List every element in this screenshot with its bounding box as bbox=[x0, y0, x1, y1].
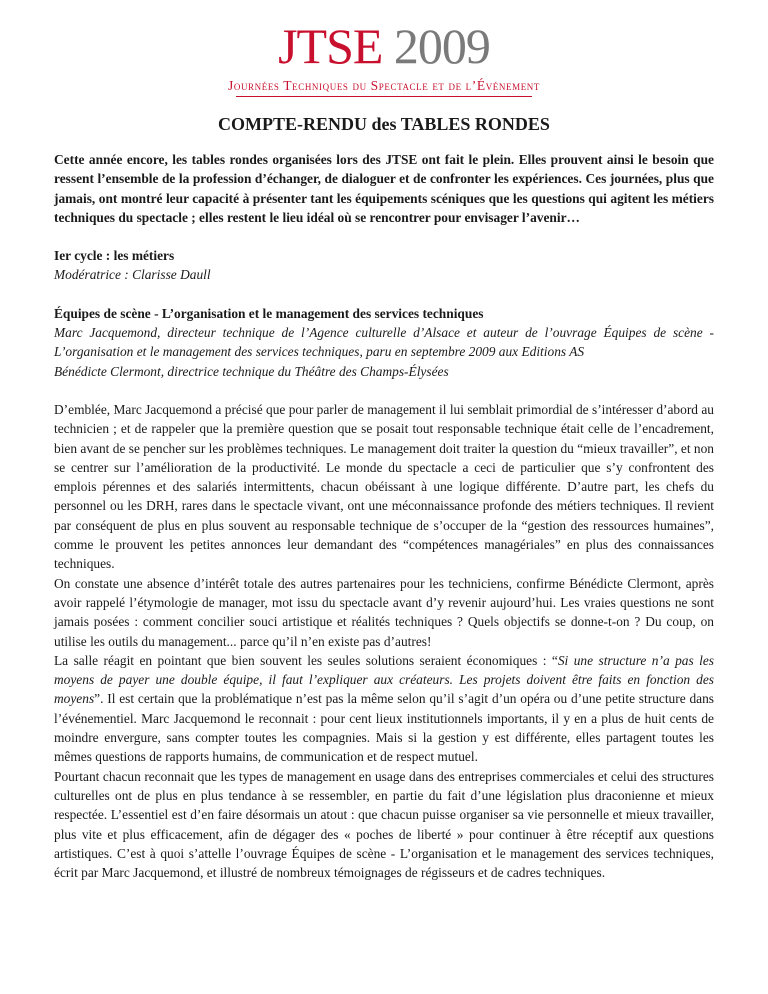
logo-wordmark bbox=[0, 20, 768, 72]
jtse-logo bbox=[0, 20, 768, 97]
cycle-title: Ier cycle : les métiers bbox=[54, 248, 175, 264]
paragraph-3 bbox=[54, 651, 714, 767]
intro-paragraph: Cette année encore, les tables rondes organisées lors des JTSE ont fait le plein. Elles prouvent ainsi le besoin que ressent l’ensemble de la profession d’échanger, de dialoguer et de confronter les expériences. Ces journées, plus que jamais, ont montré leur capacité à présenter tant les équipements scéniques que les questions qui agitent les métiers techniques du spectacle ; elles restent le lieu idéal où se rencontrer pour envisager l’avenir… bbox=[54, 152, 714, 225]
audience-quote: Si une structure n’a pas les moyens de payer une double équipe, il faut l’expliquer aux créateurs. Les projets doivent être faits en fonction des moyens bbox=[54, 652, 715, 707]
logo-subtitle: Journées Techniques du Spectacle et de l’Événement bbox=[227, 78, 541, 93]
logo-year: 2009 bbox=[393, 18, 490, 74]
logo-underline bbox=[236, 96, 532, 97]
paragraph-3-end: ”. Il est certain que la problématique n’est pas la même selon qu’il s’agit d’un opéra ou d’une petite structure dans l’événementiel. Marc Jacquemond le reconnait : pour cent lieux institutionnels importants, il y en a plus de huit cents de moindre envergure, sans compter toutes les compagnies. Mais si la gestion y est différente, elles partagent toutes les mêmes questions de rapports humains, de communication et de respect mutuel. bbox=[54, 691, 714, 765]
spacer bbox=[54, 381, 714, 400]
paragraph-4: Pourtant chacun reconnait que les types de management en usage dans des entreprises commerciales et celui des structures culturelles ont de plus en plus tendance à se ressembler, en partie du fait d’une législation plus draconienne et mieux respectée. L’essentiel est d’en faire désormais un atout : que chacun puisse organiser sa vie personnelle et mieux travailler, plus vite et plus efficacement, afin de dégager des « poches de liberté » pour continuer à être réceptif aux questions artistiques. C’est à quoi s’attelle l’ouvrage Équipes de scène - L’organisation et le management des services techniques, écrit par Marc Jacquemond, et illustré de nombreux témoignages de régisseurs et de cadres techniques. bbox=[54, 768, 714, 881]
paragraph-1: D’emblée, Marc Jacquemond a précisé que pour parler de management il lui semblait primordial de s’intéresser d’abord au technicien ; et de rappeler que la première question que se posait tout responsable technique était celle de l’encadrement, bien avant de se pencher sur les problèmes techniques. Le management doit traiter la question du “mieux travailler”, et non se centrer sur l’amélioration de la productivité. Le monde du spectacle a ceci de particulier que s’y confrontent des emplois pérennes et des salariés intermittents, chacun obéissant à une logique différente. D’autre part, les chefs du personnel ou les DRH, rares dans le spectacle vivant, ont une méconnaissance profonde des métiers techniques. Il revient par conséquent de plus en plus souvent au responsable technique de s’occuper de la “gestion des ressources humaines”, comme le prouvent les petites annonces leur demandant des “compétences managériales” en plus des connaissances techniques. bbox=[54, 401, 714, 572]
paragraph-2: On constate une absence d’intérêt totale des autres partenaires pour les techniciens, confirme Bénédicte Clermont, après avoir rappelé l’étymologie de manager, mot issu du spectacle avant d’y revenir aujourd’hui. Les vraies questions ne sont jamais posées : comment concilier souci artistique et réalités techniques ? Quels objectifs se donne-t-on ? Du coup, on utilise les outils du management... parce qu’il n’en existe pas d’autres! bbox=[54, 575, 714, 649]
article-text bbox=[54, 400, 714, 882]
spacer bbox=[54, 285, 714, 304]
moderator-line: Modératrice : Clarisse Daull bbox=[54, 267, 211, 283]
document-body bbox=[54, 150, 714, 882]
speaker-2: Bénédicte Clermont, directrice technique du Théâtre des Champs-Élysées bbox=[54, 363, 449, 379]
section-title: Équipes de scène - L’organisation et le management des services techniques bbox=[54, 305, 484, 321]
speaker-1: Marc Jacquemond, directeur technique de l’Agence culturelle d’Alsace et auteur de l’ouvrage Équipes de scène - L’organisation et le management des services techniques, paru en septembre 2009 aux Editions AS bbox=[54, 325, 714, 360]
logo-name: JTSE bbox=[278, 18, 383, 74]
page-title: COMPTE-RENDU des TABLES RONDES bbox=[218, 114, 550, 134]
paragraph-3-start: La salle réagit en pointant que bien souvent les seules solutions seraient économiques : “ bbox=[54, 652, 558, 668]
